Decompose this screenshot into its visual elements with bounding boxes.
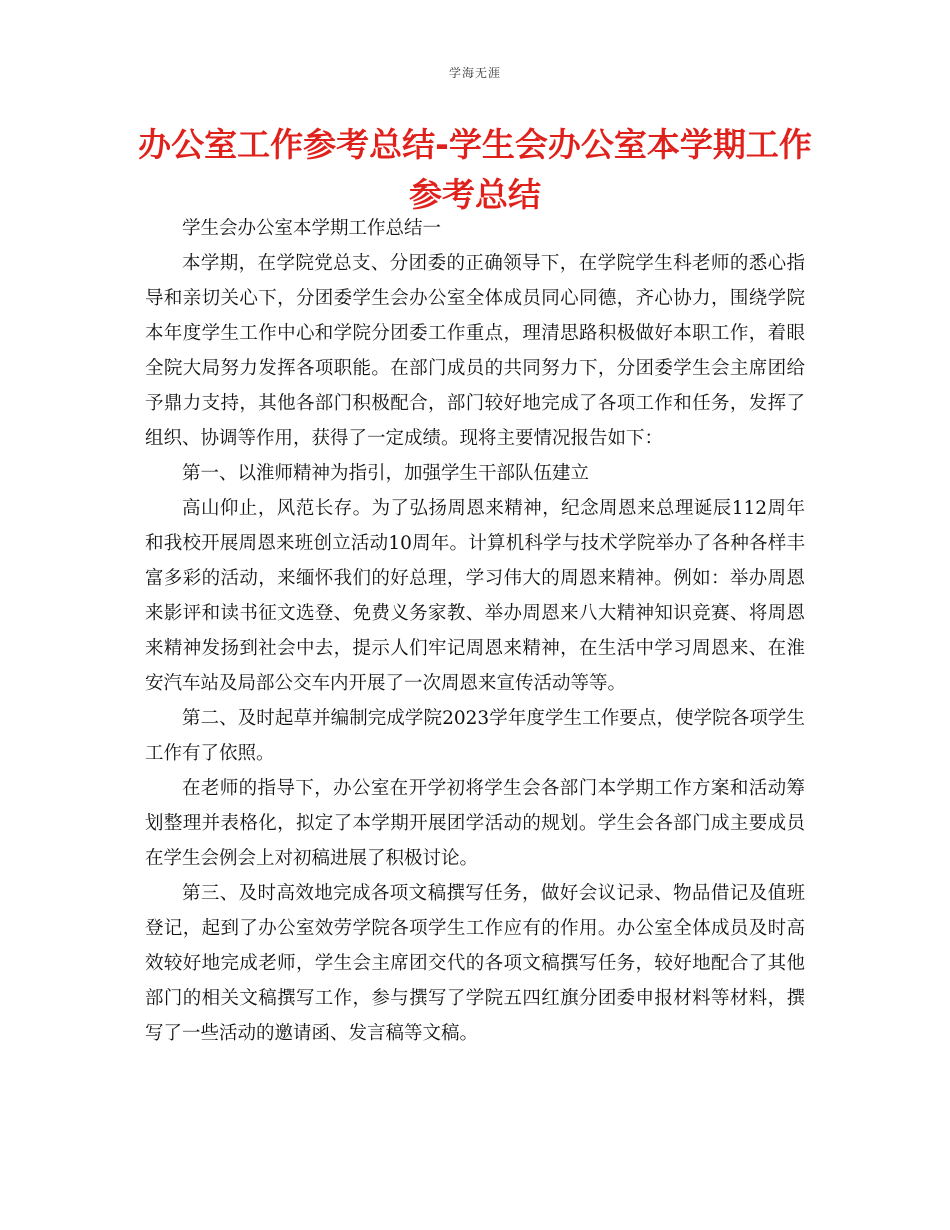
paragraph: 第三、及时高效地完成各项文稿撰写任务，做好会议记录、物品借记及值班登记，起到了办公室效劳学院各项学生工作应有的作用。办公室全体成员及时高效较好地完成老师，学生会主席团交代的各项文稿撰写任务，较好地配合了其他部门的相关文稿撰写工作，参与撰写了学院五四红旗分团委申报材料等材料，撰写了一些活动的邀请函、发言稿等文稿。 (145, 883, 805, 1044)
section-heading: 学生会办公室本学期工作总结一 (182, 218, 442, 239)
paragraph: 在老师的指导下，办公室在开学初将学生会各部门本学期工作方案和活动筹划整理并表格化，拟定了本学期开展团学活动的规划。学生会各部门成主要成员在学生会例会上对初稿进展了积极讨论。 (145, 778, 805, 869)
document-body (145, 211, 805, 1051)
section-heading: 第二、及时起草并编制完成学院2023学年度学生工作要点，使学院各项学生工作有了依照。 (145, 708, 805, 764)
page-header: 学海无涯 (448, 66, 501, 80)
section-heading: 第一、以淮师精神为指引，加强学生干部队伍建立 (182, 463, 590, 484)
document-title: 办公室工作参考总结-学生会办公室本学期工作参考总结 (138, 125, 812, 214)
paragraph: 本学期，在学院党总支、分团委的正确领导下，在学院学生科老师的悉心指导和亲切关心下，分团委学生会办公室全体成员同心同德，齐心协力，围绕学院本年度学生工作中心和学院分团委工作重点，理清思路积极做好本职工作，着眼全院大局努力发挥各项职能。在部门成员的共同努力下，分团委学生会主席团给予鼎力支持，其他各部门积极配合，部门较好地完成了各项工作和任务，发挥了组织、协调等作用，获得了一定成绩。现将主要情况报告如下： (145, 253, 805, 449)
paragraph: 高山仰止，风范长存。为了弘扬周恩来精神，纪念周恩来总理诞辰112周年和我校开展周恩来班创立活动10周年。计算机科学与技术学院举办了各种各样丰富多彩的活动，来缅怀我们的好总理，学习伟大的周恩来精神。例如：举办周恩来影评和读书征文选登、免费义务家教、举办周恩来八大精神知识竞赛、将周恩来精神发扬到社会中去，提示人们牢记周恩来精神，在生活中学习周恩来、在淮安汽车站及局部公交车内开展了一次周恩来宣传活动等等。 (145, 498, 805, 694)
